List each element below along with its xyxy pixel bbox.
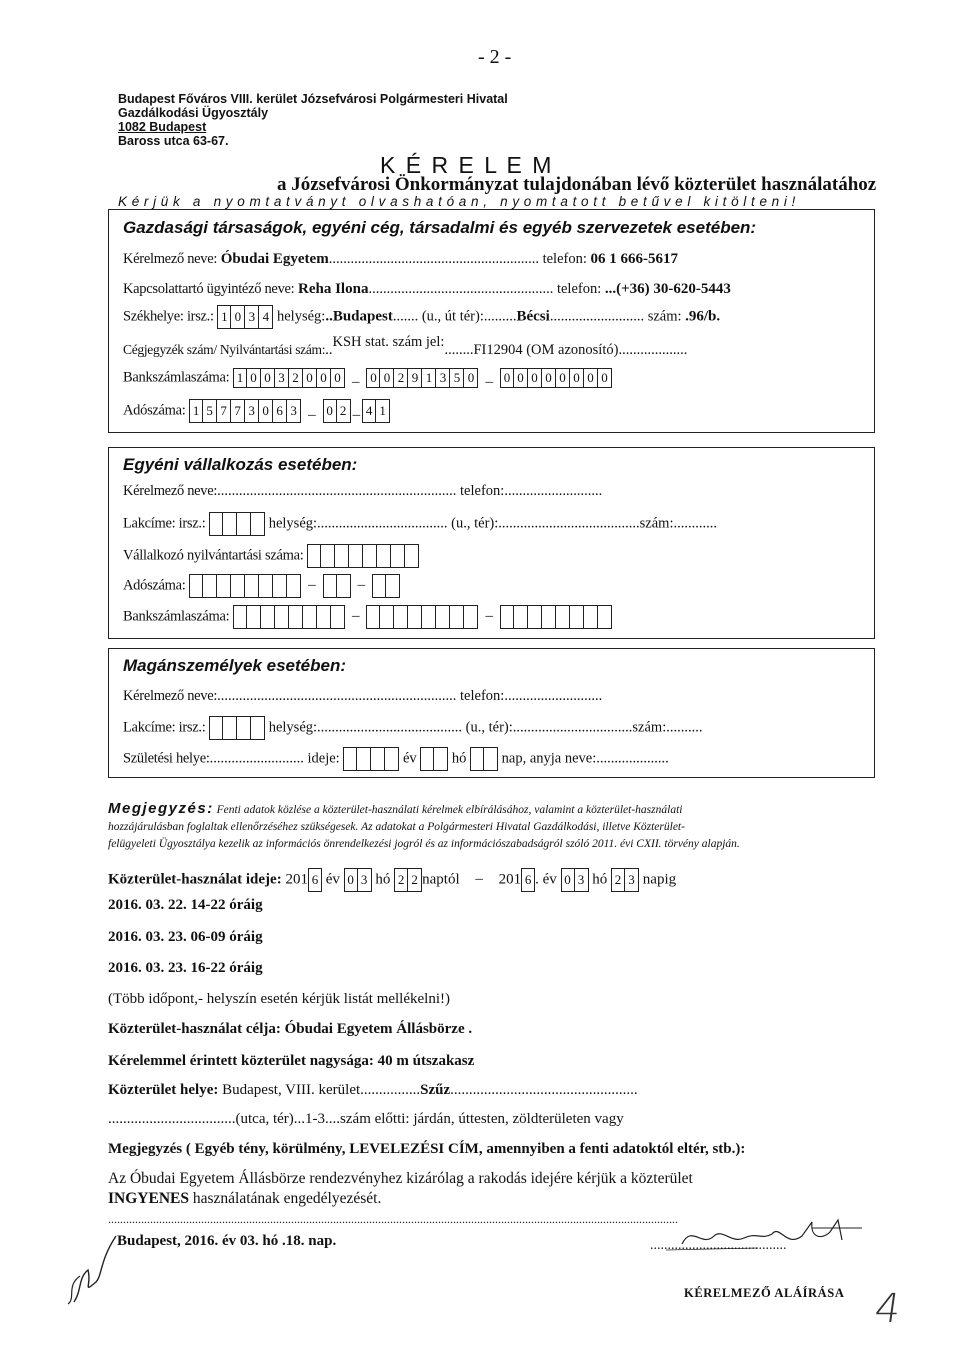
ib-tax-group-2[interactable] xyxy=(323,574,351,598)
ib-address-row: Lakcíme: irsz.: helység:.................................... (u., tér):.......................................szám:............ xyxy=(123,512,717,536)
note-label: Megjegyzés: xyxy=(108,800,214,817)
sender-block xyxy=(118,92,508,148)
company-bank-row: Bankszámlaszáma: 1 0 0 3 2 0 0 0 _ 0 0 2 9 1 3 5 0 _ 0 0 0 0 0 0 0 0 xyxy=(123,368,612,388)
ib-tax-label: Adószáma: xyxy=(123,577,186,594)
seat-zip-boxes[interactable]: 1 0 3 4 xyxy=(217,305,273,329)
initials-mark xyxy=(62,1232,122,1312)
contact-value[interactable]: Reha Ilona xyxy=(298,281,369,297)
sender-line-1: Budapest Főváros VIII. kerület Józsefvárosi Polgármesteri Hivatal xyxy=(118,92,508,106)
ib-bank-group-2[interactable] xyxy=(366,605,478,629)
company-tax-row: Adószáma: 1 5 7 7 3 0 6 3 _ 0 2 _ 4 1 xyxy=(123,399,390,423)
pp-city-label: helység: xyxy=(268,719,318,736)
street-value[interactable]: Bécsi xyxy=(516,308,550,325)
size-label: Kérelemmel érintett közterület nagysága: xyxy=(108,1053,374,1069)
location-row: Közterület helye: Budapest, VIII. kerület................Szűz.................................................. xyxy=(108,1082,638,1098)
signature-dotted-line: ....................................... xyxy=(650,1238,787,1253)
company-applicant-row: Kérelmező neve: Óbudai Egyetem.......................................................... telefon: 06 1 666-5617 xyxy=(123,251,678,267)
ib-tax-row: Adószáma: – – xyxy=(123,574,400,598)
location-value: Budapest, VIII. kerület xyxy=(222,1082,361,1098)
pp-month-label: hó xyxy=(451,750,467,767)
signature-place-date: Budapest, 2016. év 03. hó .18. nap. xyxy=(117,1233,337,1249)
pp-address-row: Lakcíme: irsz.: helység:........................................ (u., tér):.................................szám:.......... xyxy=(123,716,702,740)
individual-business-heading: Egyéni vállalkozás esetében: xyxy=(123,455,358,474)
registry-note: KSH stat. szám jel: xyxy=(332,334,445,350)
pp-month-boxes[interactable] xyxy=(420,747,448,771)
note-text-3: felügyeleti Ügyosztálya kezelik az információs önrendelkezési jogról és az információszabadságról szóló 2011. évi CXII. törvény alapján. xyxy=(108,838,740,850)
sender-line-3: 1082 Budapest xyxy=(118,120,207,134)
pp-phone-label: telefon: xyxy=(460,688,505,704)
pp-number-label: szám: xyxy=(632,719,667,736)
ib-street-label: (u., tér): xyxy=(451,515,499,532)
city-value[interactable]: Budapest xyxy=(332,308,393,325)
ib-register-boxes[interactable] xyxy=(307,544,419,568)
multi-location-note: (Több időpont,- helyszín esetén kérjük listát mellékelni!) xyxy=(108,991,450,1007)
ib-phone-label: telefon: xyxy=(460,483,505,499)
ib-bank-group-3[interactable] xyxy=(500,605,612,629)
pp-birth-row: Születési helye:.......................... ideje: év hó nap, anyja neve:.................... xyxy=(123,747,669,771)
tax-label: Adószáma: xyxy=(123,402,186,419)
company-registry-row: Cégjegyzék szám/ Nyilvántartási szám:..KSH stat. szám jel:........FI12904 (OM azonosító)................... xyxy=(123,334,688,358)
registry-value[interactable]: FI12904 (OM azonosító) xyxy=(473,342,619,358)
ib-zip-boxes[interactable] xyxy=(209,512,265,536)
location-street: Szűz xyxy=(420,1082,451,1098)
sender-line-2: Gazdálkodási Ügyosztály xyxy=(118,106,269,120)
ib-register-label: Vállalkozó nyilvántartási száma: xyxy=(123,547,304,564)
form-subtitle: a Józsefvárosi Önkormányzat tulajdonában lévő közterület használatához xyxy=(277,174,877,195)
pp-address-label: Lakcíme: irsz.: xyxy=(123,719,206,736)
remarks-line-2: INGYENES használatának engedélyezését. xyxy=(108,1190,382,1207)
usage-from-month[interactable]: 0 3 xyxy=(344,868,372,892)
note-text-2: hozzájárulásban foglaltak ellenőrzéséhez szükségesek. Az adatokat a Polgármesteri Hivatal Gazdálkodási, illetve Közterület- xyxy=(108,821,685,833)
ib-number-label: szám: xyxy=(639,515,674,532)
ib-tax-group-3[interactable] xyxy=(372,574,400,598)
applicant-value[interactable]: Óbudai Egyetem xyxy=(220,251,329,267)
note-text-1: Fenti adatok közlése a közterület-használati kérelmek elbírálásához, valamint a közterület-használati xyxy=(216,804,683,816)
usage-to-year[interactable]: 6 xyxy=(521,868,535,892)
usage-to-month[interactable]: 0 3 xyxy=(561,868,589,892)
bank-group-3[interactable]: 0 0 0 0 0 0 0 0 xyxy=(500,368,612,388)
usage-label: Közterület-használat ideje: xyxy=(108,871,282,888)
signature-caption: KÉRELMEZŐ ALÁÍRÁSA xyxy=(684,1286,845,1300)
usage-row: Közterület-használat ideje: 201 6 év 0 3 hó 2 2 naptól – 201 6 . év 0 3 hó 2 3 napig xyxy=(108,868,676,892)
pp-zip-boxes[interactable] xyxy=(209,716,265,740)
ib-bank-label: Bankszámlaszáma: xyxy=(123,608,230,625)
company-heading: Gazdasági társaságok, egyéni cég, társadalmi és egyéb szervezetek esetében: xyxy=(123,218,757,237)
phone-label: telefon: xyxy=(542,251,587,267)
ib-address-label: Lakcíme: irsz.: xyxy=(123,515,206,532)
tax-group-2[interactable]: 0 2 xyxy=(323,399,351,423)
pp-year-boxes[interactable] xyxy=(343,747,399,771)
form-instruction: Kérjük a nyomtatványt olvashatóan, nyomtatott betűvel kitölteni! xyxy=(118,194,801,209)
contact-phone-value[interactable]: (+36) 30-620-5443 xyxy=(616,281,731,297)
ib-applicant-row: Kérelmező neve:.................................................................. telefon:........................... xyxy=(123,483,603,499)
usage-slot-2: 2016. 03. 23. 06-09 óráig xyxy=(108,929,263,945)
ib-tax-group-1[interactable] xyxy=(189,574,301,598)
pp-year-label: év xyxy=(402,750,417,767)
number-value[interactable]: .96/b. xyxy=(685,308,721,325)
ib-applicant-label: Kérelmező neve: xyxy=(123,483,218,499)
location-row-2: ..................................(utca, tér)...1-3....szám előtti: járdán, úttesten, zöldterületen vagy xyxy=(108,1111,624,1127)
bank-group-1[interactable]: 1 0 0 3 2 0 0 0 xyxy=(233,368,345,388)
location-line-2: (utca, tér)...1-3....szám előtti: járdán, úttesten, zöldterületen vagy xyxy=(235,1111,624,1127)
remarks-line-1: Az Óbudai Egyetem Állásbörze rendezvényhez kizárólag a rakodás idejére kérjük a közterület xyxy=(108,1170,693,1187)
company-contact-row: Kapcsolattartó ügyintéző neve: Reha Ilona................................................... telefon: ...(+36) 30-620-5443 xyxy=(123,281,731,297)
seat-label: Székhelye: irsz.: xyxy=(123,308,214,325)
usage-from-year[interactable]: 6 xyxy=(308,868,322,892)
corner-page-mark: 4 xyxy=(871,1286,904,1332)
usage-slot-3: 2016. 03. 23. 16-22 óráig xyxy=(108,960,263,976)
size-value: 40 m útszakasz xyxy=(377,1053,475,1069)
data-note xyxy=(108,800,740,853)
ib-city-label: helység: xyxy=(268,515,318,532)
pp-birthdate-label: ideje: xyxy=(307,750,340,767)
applicant-label: Kérelmező neve: xyxy=(123,251,218,267)
page-number: - 2 - xyxy=(478,46,512,68)
street-type-label: (u., út tér): xyxy=(421,308,484,325)
pp-birthplace-label: Születési helye: xyxy=(123,750,210,767)
phone-value[interactable]: 06 1 666-5617 xyxy=(590,251,678,267)
bank-label: Bankszámlaszáma: xyxy=(123,369,230,386)
remarks-dotted-line: .............................................................................................................................................................................................. xyxy=(108,1212,678,1226)
purpose-row xyxy=(108,1021,472,1038)
usage-from-day[interactable]: 2 2 xyxy=(394,868,422,892)
usage-slot-1: 2016. 03. 22. 14-22 óráig xyxy=(108,897,263,913)
pp-applicant-row: Kérelmező neve:.................................................................. telefon:........................... xyxy=(123,688,603,704)
company-seat-row: Székhelye: irsz.: 1 0 3 4 helység:..Budapest....... (u., út tér):.........Bécsi.......................... szám: .96/b. xyxy=(123,305,720,329)
purpose-label: Közterület-használat célja: xyxy=(108,1021,281,1037)
sender-line-4: Baross utca 63-67. xyxy=(118,134,229,148)
registry-label: Cégjegyzék szám/ Nyilvántartási szám: xyxy=(123,342,326,357)
bank-group-2[interactable]: 0 0 2 9 1 3 5 0 xyxy=(366,368,478,388)
ib-register-row xyxy=(123,544,419,568)
private-person-heading: Magánszemélyek esetében: xyxy=(123,656,346,675)
number-label: szám: xyxy=(647,308,682,325)
size-row xyxy=(108,1053,474,1070)
pp-street-label: (u., tér): xyxy=(465,719,513,736)
tax-group-3[interactable]: 4 1 xyxy=(362,399,390,423)
tax-group-1[interactable]: 1 5 7 7 3 0 6 3 xyxy=(189,399,301,423)
pp-day-boxes[interactable] xyxy=(470,747,498,771)
location-label: Közterület helye: xyxy=(108,1082,219,1098)
remarks-label: Megjegyzés ( Egyéb tény, körülmény, LEVELEZÉSI CÍM, amennyiben a fenti adatoktól eltér, stb.): xyxy=(108,1141,746,1157)
pp-day-label: nap, anyja neve: xyxy=(501,750,597,767)
usage-to-day[interactable]: 2 3 xyxy=(611,868,639,892)
contact-label: Kapcsolattartó ügyintéző neve: xyxy=(123,281,295,297)
contact-phone-label: telefon: xyxy=(556,281,602,297)
ib-bank-row: Bankszámlaszáma: – – xyxy=(123,605,612,629)
pp-applicant-label: Kérelmező neve: xyxy=(123,688,218,704)
form-title: K É R E L E M xyxy=(380,152,554,178)
city-label: helység: xyxy=(276,308,326,325)
ib-bank-group-1[interactable] xyxy=(233,605,345,629)
purpose-value: Óbudai Egyetem Állásbörze . xyxy=(284,1021,473,1037)
